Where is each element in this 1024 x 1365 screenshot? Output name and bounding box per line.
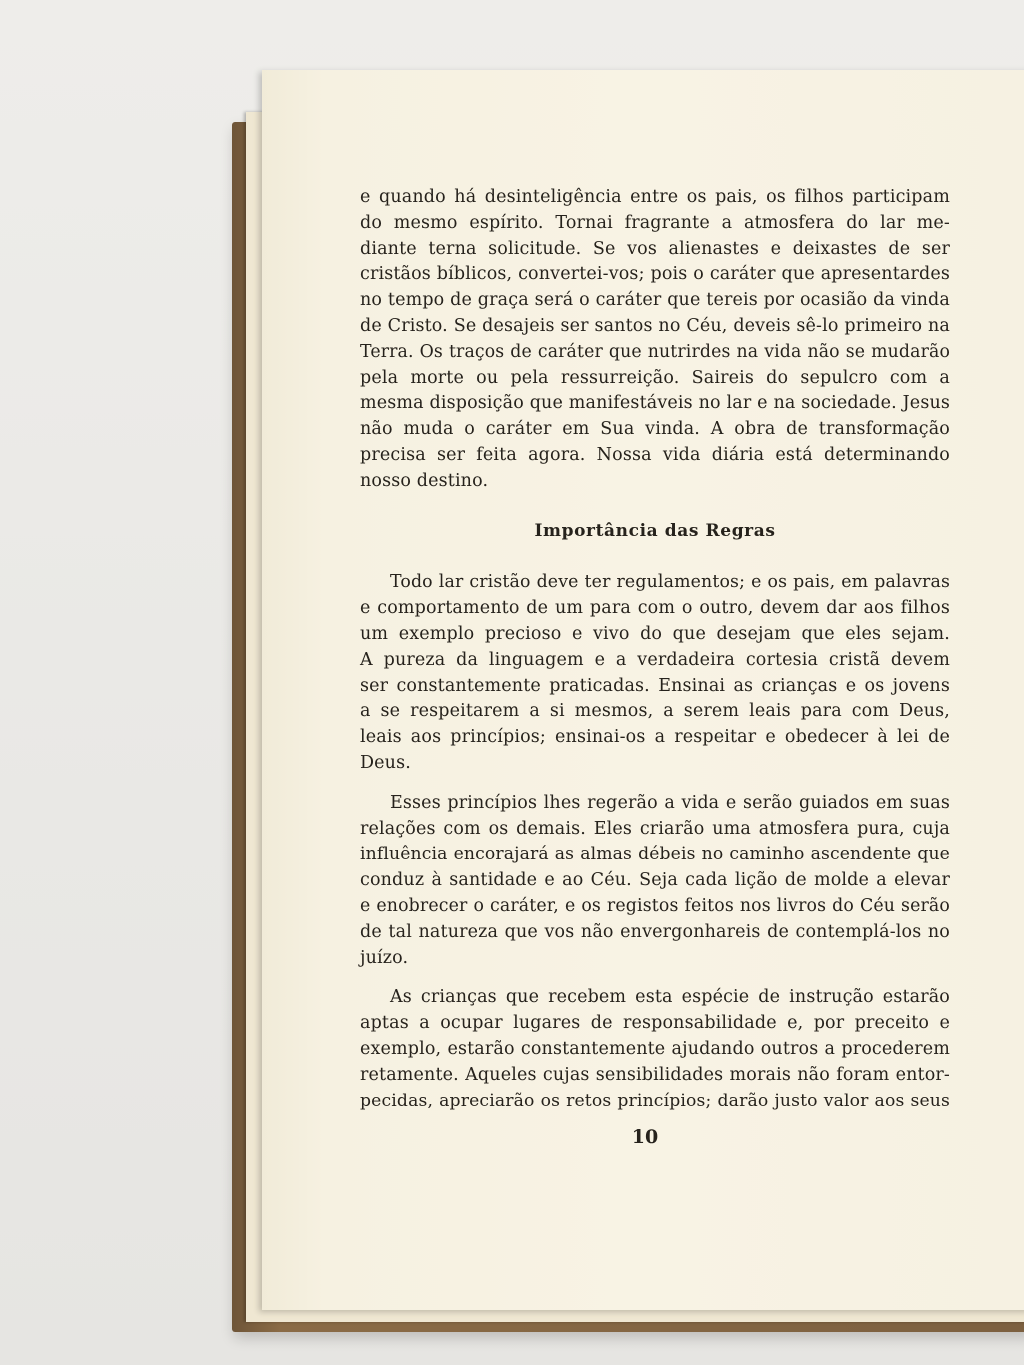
paragraph-spacer [360,777,950,791]
text-line: conduz à santidade e ao Céu. Seja cada lição de molde a elevar [360,870,950,891]
text-line: nosso destino. [360,470,489,491]
text-line: Terra. Os traços de caráter que nutrirdes na vida não se mudarão [360,341,950,362]
text-line: precisa ser feita agora. Nossa vida diária está determinando [360,444,950,465]
text-line: Deus. [360,752,411,773]
text-line: leais aos princípios; ensinai-os a respeitar e obedecer à lei de [360,727,950,748]
text-line: Todo lar cristão deve ter regulamentos; e os pais, em palavras [390,572,950,593]
paragraph-spacer [360,971,950,985]
text-line: a se respeitarem a si mesmos, a serem leais para com Deus, [360,701,950,722]
section-heading: Importância das Regras [534,520,776,541]
text-line: pela morte ou pela ressurreição. Saireis do sepulcro com a [360,367,950,388]
text-line: pecidas, apreciarão os retos princípios; darão justo valor aos seus [360,1090,950,1111]
text-line: influência encorajará as almas débeis no caminho ascendente que [360,844,950,865]
paragraph-2 [360,570,950,776]
text-line: A pureza da linguagem e a verdadeira cortesia cristã devem [360,649,950,670]
text-line: não muda o caráter em Sua vinda. A obra de transformação [360,419,950,440]
text-line: no tempo de graça será o caráter que tereis por ocasião da vinda [360,290,950,311]
text-line: e quando há desinteligência entre os pais, os filhos participam [360,187,950,207]
text-line: juízo. [360,947,409,968]
text-line: de Cristo. Se desajeis ser santos no Céu, deveis sê-lo primeiro na [360,315,950,336]
text-line: e comportamento de um para com o outro, devem dar aos filhos [360,598,950,619]
text-line: diante terna solicitude. Se vos alienastes e deixastes de ser [360,238,950,259]
text-line: do mesmo espírito. Tornai fragrante a atmosfera do lar me- [360,212,950,233]
paragraph-3 [360,791,950,972]
text-line: e enobrecer o caráter, e os registos feitos nos livros do Céu serão [360,895,950,916]
text-line: aptas a ocupar lugares de responsabilidade e, por preceito e [360,1013,950,1034]
text-line: um exemplo precioso e vivo do que desejam que eles sejam. [360,623,950,644]
page-number: 10 [631,1126,659,1148]
paragraph-4 [360,985,950,1114]
text-line: retamente. Aqueles cujas sensibilidades morais não foram entor- [360,1064,950,1085]
text-line: As crianças que recebem esta espécie de instrução estarão [390,987,950,1008]
text-line: relações com os demais. Eles criarão uma atmosfera pura, cuja [360,818,950,839]
text-line: exemplo, estarão constantemente ajudando outros a procederem [360,1038,950,1059]
text-line: de tal natureza que vos não envergonhareis de contemplá-los no [360,921,950,942]
text-line: mesma disposição que manifestáveis no lar e na sociedade. Jesus [360,393,950,414]
text-line: Esses princípios lhes regerão a vida e serão guiados em suas [390,792,950,813]
text-line: ser constantemente praticadas. Ensinai as crianças e os jovens [360,675,950,696]
text-line: cristãos bíblicos, convertei-vos; pois o caráter que apresentardes [360,264,950,285]
page-text [360,185,950,1114]
paragraph-1 [360,185,950,495]
